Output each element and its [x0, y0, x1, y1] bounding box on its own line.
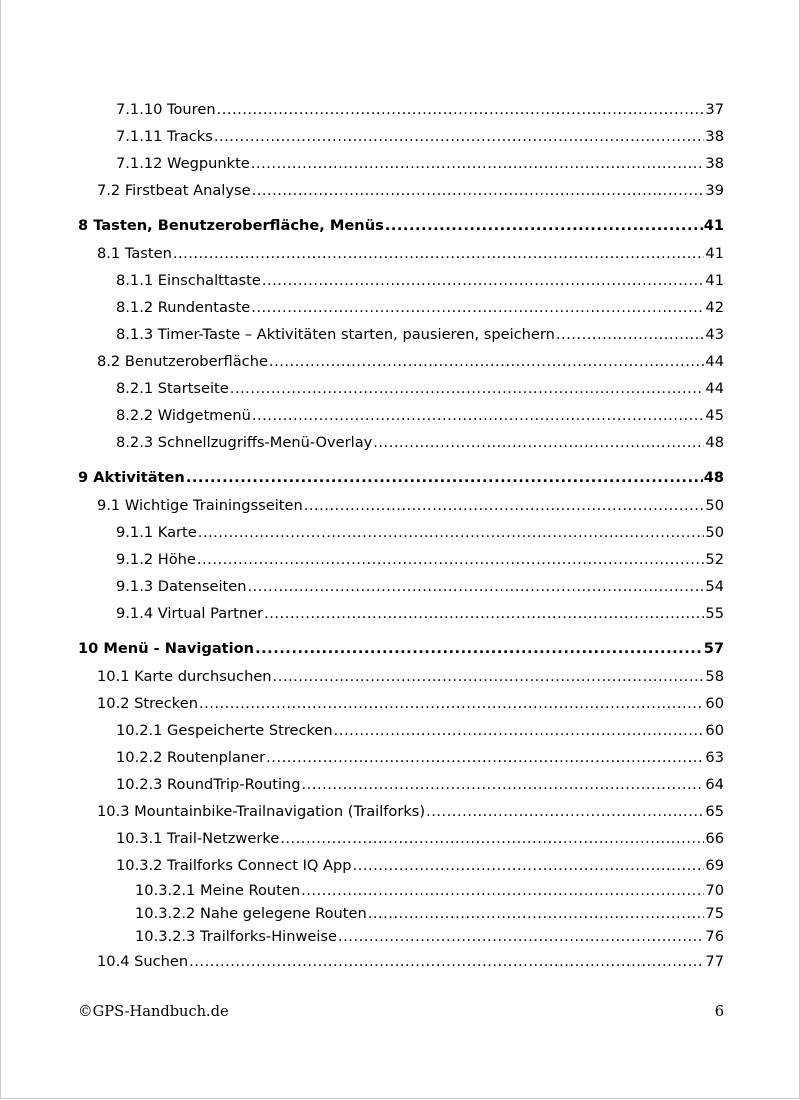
- toc-entry[interactable]: [78, 240, 724, 267]
- toc-entry-page: 57: [703, 640, 724, 657]
- toc-dot-leader: [338, 925, 704, 948]
- toc-entry-page: 63: [705, 749, 724, 766]
- toc-entry-title: 10.2.1 Gespeicherte Strecken: [116, 722, 333, 739]
- toc-entry-page: 54: [705, 578, 724, 595]
- toc-entry-page: 76: [705, 928, 724, 945]
- toc-dot-leader: [273, 663, 705, 690]
- toc-entry[interactable]: [78, 879, 724, 902]
- toc-entry-title: 9 Aktivitäten: [78, 469, 185, 486]
- toc-dot-leader: [280, 825, 704, 852]
- toc-entry[interactable]: [78, 902, 724, 925]
- toc-entry-page: 43: [705, 326, 724, 343]
- page-footer: [78, 1003, 724, 1020]
- toc-entry-page: 38: [705, 128, 724, 145]
- toc-entry-page: 42: [705, 299, 724, 316]
- toc-dot-leader: [217, 96, 705, 123]
- toc-entry[interactable]: [78, 852, 724, 879]
- toc-dot-leader: [186, 464, 703, 491]
- toc-entry-title: 9.1.4 Virtual Partner: [116, 605, 264, 622]
- toc-dot-leader: [197, 546, 705, 573]
- toc-entry-title: 8.2 Benutzeroberfläche: [97, 353, 268, 370]
- toc-entry-title: 10.2.3 RoundTrip-Routing: [116, 776, 301, 793]
- toc-entry-title: 7.1.12 Wegpunkte: [116, 155, 250, 172]
- toc-entry-page: 37: [705, 101, 724, 118]
- toc-entry-title: 8.1.2 Rundentaste: [116, 299, 251, 316]
- toc-entry-page: 38: [705, 155, 724, 172]
- toc-entry[interactable]: [78, 825, 724, 852]
- toc-dot-leader: [264, 600, 704, 627]
- toc-entry-page: 58: [705, 668, 724, 685]
- toc-entry-title: 8 Tasten, Benutzeroberfläche, Menüs: [78, 217, 384, 234]
- toc-dot-leader: [248, 573, 705, 600]
- toc-entry-title: 10.4 Suchen: [97, 953, 189, 970]
- toc-entry-title: 10 Menü - Navigation: [78, 640, 255, 657]
- toc-entry[interactable]: [78, 294, 724, 321]
- toc-entry[interactable]: [78, 519, 724, 546]
- toc-entry-page: 50: [705, 497, 724, 514]
- toc-entry-title: 8.2.1 Startseite: [116, 380, 229, 397]
- toc-entry[interactable]: [78, 375, 724, 402]
- toc-entry[interactable]: [78, 348, 724, 375]
- toc-dot-leader: [262, 267, 705, 294]
- toc-entry[interactable]: [78, 492, 724, 519]
- toc-entry[interactable]: [78, 402, 724, 429]
- toc-dot-leader: [301, 879, 704, 902]
- toc-entry-page: 45: [705, 407, 724, 424]
- toc-entry-title: 9.1.3 Datenseiten: [116, 578, 247, 595]
- toc-entry[interactable]: [78, 798, 724, 825]
- toc-dot-leader: [302, 771, 705, 798]
- toc-entry[interactable]: [78, 663, 724, 690]
- toc-entry[interactable]: [78, 690, 724, 717]
- toc-entry-title: 8.1.1 Einschalttaste: [116, 272, 261, 289]
- toc-entry-page: 52: [705, 551, 724, 568]
- toc-entry-page: 55: [705, 605, 724, 622]
- toc-dot-leader: [304, 492, 705, 519]
- toc-entry-title: 10.2.2 Routenplaner: [116, 749, 266, 766]
- toc-entry-page: 41: [703, 217, 724, 234]
- toc-entry-title: 10.3 Mountainbike-Trailnavigation (Trailforks): [97, 803, 426, 820]
- toc-entry-title: 7.2 Firstbeat Analyse: [97, 182, 251, 199]
- toc-entry-title: 8.1.3 Timer-Taste – Aktivitäten starten, pausieren, speichern: [116, 326, 555, 343]
- toc-entry-page: 66: [705, 830, 724, 847]
- toc-dot-leader: [252, 402, 705, 429]
- toc-entry[interactable]: [78, 717, 724, 744]
- footer-page-number: 6: [714, 1003, 724, 1020]
- toc-entry-page: 64: [705, 776, 724, 793]
- toc-dot-leader: [556, 321, 705, 348]
- toc-entry-title: 10.2 Strecken: [97, 695, 198, 712]
- toc-entry-page: 44: [705, 380, 724, 397]
- toc-entry-page: 48: [703, 469, 724, 486]
- toc-entry-page: 48: [705, 434, 724, 451]
- toc-dot-leader: [173, 240, 705, 267]
- toc-dot-leader: [426, 798, 704, 825]
- toc-dot-leader: [189, 948, 704, 975]
- toc-entry[interactable]: [78, 123, 724, 150]
- toc-entry-page: 50: [705, 524, 724, 541]
- toc-entry[interactable]: [78, 321, 724, 348]
- toc-entry-page: 39: [705, 182, 724, 199]
- toc-entry-title: 10.3.1 Trail-Netzwerke: [116, 830, 280, 847]
- toc-entry-title: 8.2.2 Widgetmenü: [116, 407, 251, 424]
- toc-entry-page: 65: [705, 803, 724, 820]
- toc-entry[interactable]: [78, 429, 724, 456]
- toc-entry-title: 7.1.11 Tracks: [116, 128, 213, 145]
- toc-entry-page: 75: [705, 905, 724, 922]
- toc-entry-title: 8.2.3 Schnellzugriffs-Menü-Overlay: [116, 434, 373, 451]
- toc-dot-leader: [373, 429, 704, 456]
- toc-entry[interactable]: [78, 635, 724, 662]
- toc-entry[interactable]: [78, 744, 724, 771]
- toc-dot-leader: [269, 348, 704, 375]
- toc-entry[interactable]: [78, 267, 724, 294]
- toc-entry-title: 7.1.10 Touren: [116, 101, 216, 118]
- toc-dot-leader: [198, 519, 705, 546]
- toc-entry-page: 44: [705, 353, 724, 370]
- toc-entry[interactable]: [78, 150, 724, 177]
- toc-entry[interactable]: [78, 212, 724, 239]
- toc-entry-title: 10.3.2 Trailforks Connect IQ App: [116, 857, 352, 874]
- toc-dot-leader: [252, 177, 705, 204]
- toc-entry[interactable]: [78, 546, 724, 573]
- toc-entry-page: 41: [705, 272, 724, 289]
- toc-entry[interactable]: [78, 925, 724, 948]
- toc-dot-leader: [266, 744, 704, 771]
- toc-entry-page: 69: [705, 857, 724, 874]
- toc-dot-leader: [385, 212, 703, 239]
- toc-dot-leader: [251, 150, 705, 177]
- toc-entry-title: 8.1 Tasten: [97, 245, 172, 262]
- toc-dot-leader: [199, 690, 704, 717]
- toc-entry[interactable]: [78, 600, 724, 627]
- toc-entry-title: 9.1.1 Karte: [116, 524, 197, 541]
- toc-entry-page: 60: [705, 722, 724, 739]
- toc-entry-page: 70: [705, 882, 724, 899]
- toc-dot-leader: [230, 375, 705, 402]
- toc-entry[interactable]: [78, 771, 724, 798]
- toc-dot-leader: [353, 852, 705, 879]
- toc-entry-page: 41: [705, 245, 724, 262]
- toc-entry-title: 9.1.2 Höhe: [116, 551, 196, 568]
- toc-entry[interactable]: [78, 464, 724, 491]
- table-of-contents: [78, 96, 724, 975]
- toc-dot-leader: [368, 902, 705, 925]
- toc-entry[interactable]: [78, 177, 724, 204]
- toc-dot-leader: [255, 635, 703, 662]
- toc-entry-title: 10.3.2.1 Meine Routen: [135, 882, 301, 899]
- toc-entry-title: 10.3.2.2 Nahe gelegene Routen: [135, 905, 367, 922]
- toc-entry-page: 60: [705, 695, 724, 712]
- toc-dot-leader: [214, 123, 705, 150]
- toc-entry-title: 9.1 Wichtige Trainingsseiten: [97, 497, 303, 514]
- toc-entry[interactable]: [78, 96, 724, 123]
- toc-entry-title: 10.1 Karte durchsuchen: [97, 668, 272, 685]
- toc-dot-leader: [334, 717, 705, 744]
- toc-entry[interactable]: [78, 573, 724, 600]
- footer-copyright: ©GPS-Handbuch.de: [78, 1003, 229, 1020]
- toc-entry[interactable]: [78, 948, 724, 975]
- toc-entry-title: 10.3.2.3 Trailforks-Hinweise: [135, 928, 338, 945]
- toc-dot-leader: [251, 294, 704, 321]
- toc-entry-page: 77: [705, 953, 724, 970]
